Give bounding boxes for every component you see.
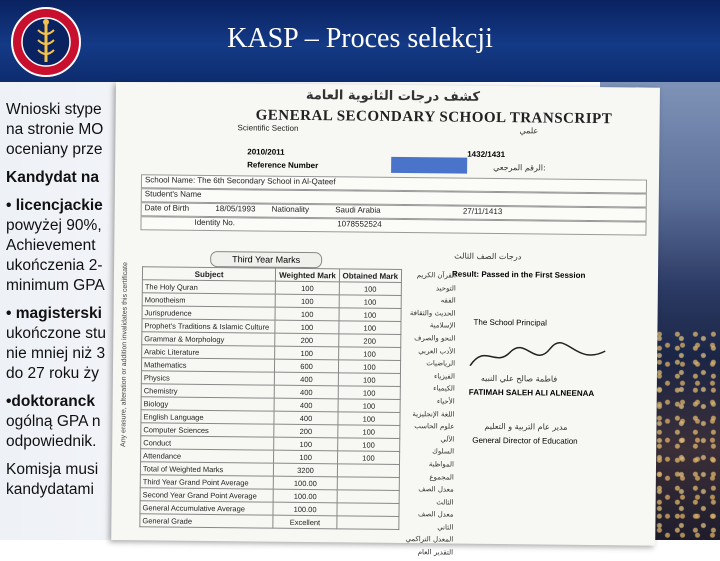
subject-cell: Second Year Grand Point Average bbox=[140, 488, 273, 502]
line: •doktoranck bbox=[6, 393, 95, 410]
obtained-cell bbox=[337, 464, 399, 478]
subject-cell: The Holy Quran bbox=[142, 280, 275, 294]
obtained-cell: 100 bbox=[339, 321, 401, 335]
subject-cell: Chemistry bbox=[141, 384, 274, 398]
validity-note: Any erasure, alteration or addition invalidates this certificate bbox=[120, 262, 130, 447]
obtained-cell: 100 bbox=[337, 451, 399, 465]
line: Achievement bbox=[6, 237, 96, 254]
subject-cell: English Language bbox=[141, 410, 274, 424]
transcript-title-arabic: كشف درجات الثانوية العامة bbox=[305, 87, 481, 105]
weighted-cell: 600 bbox=[275, 359, 339, 373]
subject-cell: Biology bbox=[141, 397, 274, 411]
obtained-cell: 100 bbox=[337, 438, 399, 452]
obtained-cell: 100 bbox=[338, 386, 400, 400]
subject-cell: Total of Weighted Marks bbox=[140, 462, 273, 476]
subject-cell: Conduct bbox=[141, 436, 274, 450]
arabic-subjects bbox=[405, 269, 456, 559]
result-text: Result: Passed in the First Session bbox=[451, 269, 586, 280]
director-label: General Director of Education bbox=[472, 435, 578, 446]
id-value: 1078552524 bbox=[337, 219, 382, 229]
weighted-cell: 400 bbox=[275, 385, 339, 399]
subject-cell: Arabic Literature bbox=[142, 345, 275, 359]
principal-name-arabic: فاطمة صالح علي النبيه bbox=[480, 373, 558, 384]
arabic-subject: معدل الصف الثالث bbox=[418, 485, 454, 507]
subject-cell: Jurisprudence bbox=[142, 306, 275, 320]
section-label: Scientific Section bbox=[237, 123, 299, 133]
weighted-cell: 100 bbox=[275, 346, 339, 360]
marks-heading-arabic: درجات الصف الثالث bbox=[454, 251, 522, 262]
line: ogólną GPA n bbox=[6, 413, 101, 430]
arabic-subject: المجموع bbox=[429, 472, 454, 482]
subject-cell: Physics bbox=[141, 371, 274, 385]
arabic-subject: المواظبة bbox=[428, 460, 455, 469]
weighted-cell: 400 bbox=[275, 372, 339, 386]
subject-cell: Grammar & Morphology bbox=[142, 332, 275, 346]
university-seal-logo bbox=[10, 6, 82, 78]
weighted-cell: 100 bbox=[274, 450, 338, 464]
section-label-arabic: علمي bbox=[519, 126, 539, 136]
redaction-box bbox=[391, 157, 467, 174]
weighted-cell: 100.00 bbox=[273, 489, 337, 503]
dob-hijri: 27/11/1413 bbox=[462, 206, 503, 217]
line: • magisterski bbox=[6, 305, 102, 322]
obtained-cell: 100 bbox=[339, 282, 401, 296]
arabic-subject: الكيمياء bbox=[433, 384, 455, 393]
line: na stronie MO bbox=[6, 121, 104, 138]
table-row bbox=[140, 514, 399, 530]
weighted-cell: 100.00 bbox=[274, 476, 338, 490]
arabic-subject: التقدير العام bbox=[417, 548, 454, 557]
obtained-cell: 100 bbox=[338, 399, 400, 413]
obtained-cell bbox=[337, 503, 399, 517]
col-obtained: Obtained Mark bbox=[339, 269, 401, 283]
student-name-label: Student's Name bbox=[144, 189, 202, 199]
reference-label: Reference Number bbox=[247, 160, 319, 171]
arabic-subject: علوم الحاسب الآلي bbox=[414, 422, 455, 444]
weighted-cell: 100 bbox=[275, 320, 339, 334]
line: nie mniej niż 3 bbox=[6, 345, 106, 362]
arabic-subject: معدل الصف الثاني bbox=[417, 510, 454, 532]
school-name: School Name: The 6th Secondary School in Al-Qateef bbox=[144, 175, 336, 187]
weighted-cell: 400 bbox=[274, 411, 338, 425]
id-label: Identity No. bbox=[194, 217, 236, 228]
arabic-subject: الرياضيات bbox=[426, 359, 456, 368]
principal-label: The School Principal bbox=[473, 317, 547, 328]
line: ukończenia 2- bbox=[6, 257, 103, 274]
weighted-cell: Excellent bbox=[273, 515, 337, 529]
arabic-subject: الأدب العربي bbox=[418, 346, 456, 356]
arabic-subject: الفيزياء bbox=[433, 372, 455, 381]
line: Komisja musi bbox=[6, 461, 99, 478]
obtained-cell bbox=[337, 490, 399, 504]
line: kandydatami bbox=[6, 481, 94, 498]
obtained-cell: 100 bbox=[339, 295, 401, 309]
line: ukończone stu bbox=[6, 325, 106, 342]
line: do 27 roku ży bbox=[6, 365, 100, 382]
line: Kandydat na bbox=[6, 169, 100, 186]
marks-heading: Third Year Marks bbox=[210, 251, 322, 268]
year-hijri: 1432/1431 bbox=[467, 149, 506, 160]
line: powyżej 90%, bbox=[6, 217, 102, 234]
line: odpowiednik. bbox=[6, 433, 97, 450]
obtained-cell: 100 bbox=[338, 425, 400, 439]
line: oceniany prze bbox=[6, 141, 103, 158]
weighted-cell: 100.00 bbox=[273, 502, 337, 516]
obtained-cell: 100 bbox=[338, 360, 400, 374]
col-subject: Subject bbox=[142, 267, 275, 281]
line: minimum GPA bbox=[6, 277, 105, 294]
subject-cell: Attendance bbox=[141, 449, 274, 463]
transcript-document bbox=[111, 82, 660, 557]
obtained-cell: 100 bbox=[339, 308, 401, 322]
dob-label: Date of Birth bbox=[144, 203, 190, 213]
subject-cell: General Accumulative Average bbox=[140, 501, 273, 515]
marks-table bbox=[139, 266, 402, 530]
reference-label-arabic: الرقم المرجعي: bbox=[493, 162, 546, 173]
weighted-cell: 400 bbox=[274, 398, 338, 412]
subject-cell: Third Year Grand Point Average bbox=[140, 475, 273, 489]
subject-cell: General Grade bbox=[140, 514, 273, 528]
obtained-cell: 100 bbox=[338, 347, 400, 361]
obtained-cell bbox=[337, 516, 399, 530]
arabic-subject: الأحياء bbox=[436, 397, 455, 406]
weighted-cell: 100 bbox=[276, 281, 340, 295]
year-gregorian: 2010/2011 bbox=[247, 147, 285, 157]
signature bbox=[465, 338, 615, 376]
transcript-title: GENERAL SECONDARY SCHOOL TRANSCRIPT bbox=[255, 107, 613, 128]
obtained-cell: 100 bbox=[338, 373, 400, 387]
title-bar bbox=[0, 0, 720, 82]
line: Wnioski stype bbox=[6, 101, 102, 118]
subject-cell: Computer Sciences bbox=[141, 423, 274, 437]
weighted-cell: 200 bbox=[274, 424, 338, 438]
arabic-subject: السلوك bbox=[432, 447, 455, 456]
line: • licencjackie bbox=[6, 197, 103, 214]
principal-name: FATIMAH SALEH ALI ALNEENAA bbox=[468, 387, 595, 399]
obtained-cell bbox=[337, 477, 399, 491]
dob-value: 18/05/1993 bbox=[215, 204, 256, 214]
nationality-label: Nationality bbox=[271, 204, 310, 215]
slide-title: KASP – Proces selekcji bbox=[227, 23, 493, 54]
director-label-arabic: مدير عام التربية و التعليم bbox=[484, 421, 568, 432]
subject-cell: Mathematics bbox=[141, 358, 274, 372]
arabic-subject: اللغة الإنجليزية bbox=[412, 409, 455, 419]
arabic-subject: الحديث والثقافة الإسلامية bbox=[409, 308, 456, 330]
col-weighted: Weighted Mark bbox=[276, 268, 340, 282]
weighted-cell: 100 bbox=[275, 294, 339, 308]
arabic-subject: التوحيد bbox=[435, 283, 456, 293]
arabic-subject: المعدل التراكمي bbox=[405, 535, 454, 545]
arabic-subject: القرآن الكريم bbox=[416, 271, 457, 280]
weighted-cell: 3200 bbox=[274, 463, 338, 477]
arabic-subject: النحو والصرف bbox=[414, 334, 456, 343]
obtained-cell: 100 bbox=[338, 412, 400, 426]
subject-cell: Prophet's Traditions & Islamic Culture bbox=[142, 319, 275, 333]
weighted-cell: 100 bbox=[274, 437, 338, 451]
arabic-subject: الفقه bbox=[440, 296, 456, 305]
weighted-cell: 100 bbox=[275, 307, 339, 321]
obtained-cell: 200 bbox=[339, 334, 401, 348]
nationality-value: Saudi Arabia bbox=[335, 205, 381, 215]
subject-cell: Monotheism bbox=[142, 293, 275, 307]
weighted-cell: 200 bbox=[275, 333, 339, 347]
